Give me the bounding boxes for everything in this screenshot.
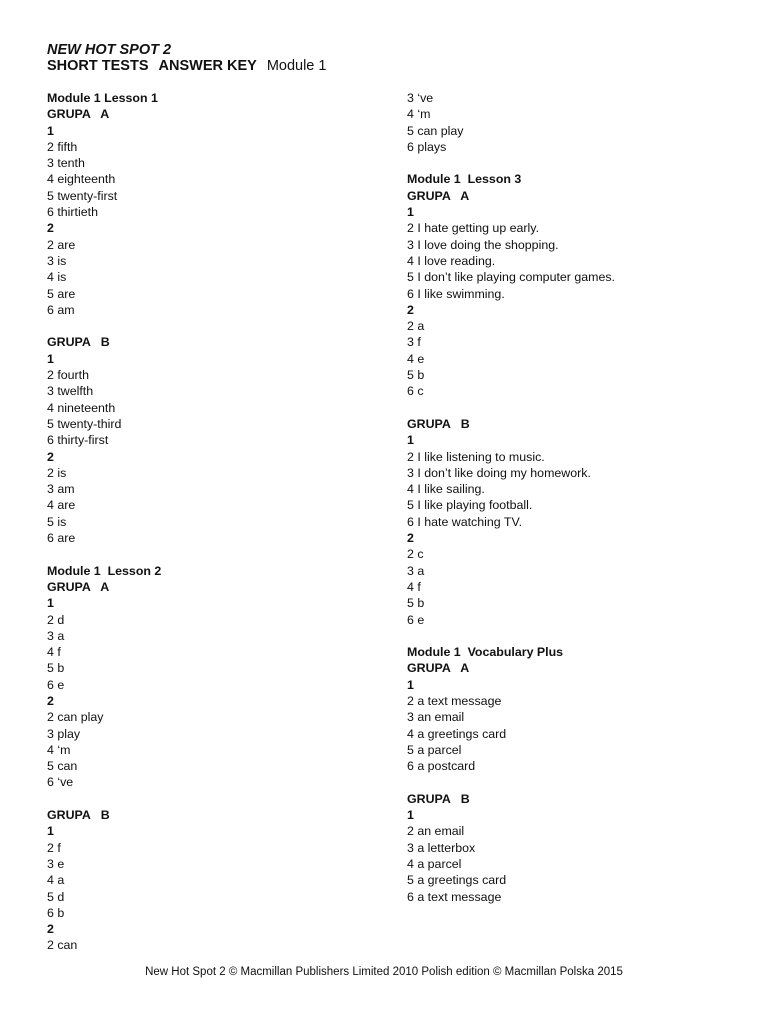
answer-line: 2 a bbox=[407, 319, 425, 334]
right-column bbox=[407, 90, 747, 905]
section-heading: 2 bbox=[407, 302, 414, 317]
answer-line: 4 f bbox=[407, 579, 421, 594]
section-heading: Module 1 Lesson 1 bbox=[47, 91, 158, 105]
answer-line: 5 I like playing football. bbox=[407, 498, 533, 513]
answer-line: 5 I don’t like playing computer games. bbox=[407, 270, 615, 285]
answer-line: 3 I love doing the shopping. bbox=[407, 237, 559, 252]
section-heading: 1 bbox=[407, 205, 414, 220]
section-heading: 1 bbox=[47, 824, 54, 839]
answer-line: 6 I hate watching TV. bbox=[407, 514, 523, 529]
answer-line: 3 I don’t like doing my homework. bbox=[407, 465, 591, 480]
answer-line: 5 can bbox=[47, 759, 78, 774]
answer-line: 5 d bbox=[47, 889, 65, 904]
answer-line: 2 f bbox=[47, 840, 61, 855]
section-heading: 1 bbox=[47, 351, 54, 366]
answer-line: 3 an email bbox=[407, 710, 465, 725]
answer-line: 4 nineteenth bbox=[47, 400, 116, 415]
answer-line: 2 can bbox=[47, 938, 78, 953]
spacer bbox=[407, 774, 747, 790]
document-header bbox=[47, 42, 326, 75]
section-heading: GRUPA B bbox=[407, 416, 470, 431]
answer-line: 6 e bbox=[47, 677, 65, 692]
short-tests-label: SHORT TESTS bbox=[47, 58, 149, 74]
answer-key-label: ANSWER KEY bbox=[158, 58, 257, 74]
answer-line: 5 can play bbox=[407, 123, 464, 138]
answer-line: 3 a letterbox bbox=[407, 840, 476, 855]
section-heading: 1 bbox=[47, 123, 54, 138]
answer-line: 6 c bbox=[407, 384, 424, 399]
answer-line: 2 are bbox=[47, 237, 76, 252]
answer-line: 6 a text message bbox=[407, 889, 502, 904]
section-heading: 1 bbox=[47, 596, 54, 611]
answer-line: 4 is bbox=[47, 270, 67, 285]
answer-line: 6 am bbox=[47, 302, 75, 317]
answer-line: 6 b bbox=[47, 905, 65, 920]
answer-line: 3 e bbox=[47, 856, 65, 871]
answer-line: 5 twenty-third bbox=[47, 416, 122, 431]
section-heading: 2 bbox=[407, 531, 414, 546]
spacer bbox=[407, 628, 747, 644]
spacer bbox=[47, 791, 377, 807]
answer-line: 5 is bbox=[47, 514, 67, 529]
section-heading: GRUPA A bbox=[47, 579, 110, 594]
answer-line: 5 b bbox=[407, 368, 425, 383]
answer-line: 4 I love reading. bbox=[407, 253, 496, 268]
section-heading: GRUPA B bbox=[47, 808, 110, 823]
answer-line: 5 a parcel bbox=[407, 742, 462, 757]
section-heading: 1 bbox=[407, 433, 414, 448]
answer-line: 6 are bbox=[47, 531, 76, 546]
answer-line: 2 d bbox=[47, 612, 65, 627]
answer-line: 6 a postcard bbox=[407, 759, 476, 774]
document-title: NEW HOT SPOT 2 bbox=[47, 42, 172, 58]
answer-line: 4 ‘m bbox=[407, 107, 431, 122]
answer-line: 2 I like listening to music. bbox=[407, 449, 545, 464]
answer-line: 2 is bbox=[47, 465, 67, 480]
answer-line: 5 twenty-first bbox=[47, 188, 118, 203]
section-heading: 2 bbox=[47, 922, 54, 937]
answer-line: 5 a greetings card bbox=[407, 873, 507, 888]
answer-line: 6 ‘ve bbox=[47, 775, 74, 790]
answer-line: 3 ‘ve bbox=[407, 91, 434, 105]
answer-line: 4 e bbox=[407, 351, 425, 366]
answer-line: 2 a text message bbox=[407, 693, 502, 708]
answer-line: 2 can play bbox=[47, 710, 104, 725]
section-heading: Module 1 Lesson 2 bbox=[47, 563, 162, 578]
answer-line: 3 tenth bbox=[47, 156, 85, 171]
section-heading: 2 bbox=[47, 449, 54, 464]
section-heading: 2 bbox=[47, 693, 54, 708]
section-heading: GRUPA A bbox=[47, 107, 110, 122]
answer-line: 3 am bbox=[47, 482, 75, 497]
answer-line: 3 is bbox=[47, 253, 67, 268]
section-heading: 1 bbox=[407, 808, 414, 823]
section-heading: GRUPA B bbox=[407, 791, 470, 806]
answer-line: 4 eighteenth bbox=[47, 172, 116, 187]
section-heading: GRUPA B bbox=[47, 335, 110, 350]
section-heading: Module 1 Vocabulary Plus bbox=[407, 645, 564, 660]
answer-line: 4 a bbox=[47, 873, 65, 888]
answer-line: 5 b bbox=[407, 596, 425, 611]
answer-line: 2 c bbox=[407, 547, 424, 562]
answer-line: 4 a greetings card bbox=[407, 726, 507, 741]
answer-line: 3 play bbox=[47, 726, 81, 741]
spacer bbox=[47, 546, 377, 562]
answer-line: 6 e bbox=[407, 612, 425, 627]
answer-line: 5 b bbox=[47, 661, 65, 676]
answer-line: 6 thirty-first bbox=[47, 433, 109, 448]
section-heading: GRUPA A bbox=[407, 188, 470, 203]
answer-line: 6 thirtieth bbox=[47, 205, 98, 220]
answer-line: 6 I like swimming. bbox=[407, 286, 505, 301]
spacer bbox=[407, 400, 747, 416]
section-heading: GRUPA A bbox=[407, 661, 470, 676]
section-heading: 1 bbox=[407, 677, 414, 692]
spacer bbox=[407, 155, 747, 171]
answer-line: 2 fifth bbox=[47, 139, 78, 154]
answer-line: 4 I like sailing. bbox=[407, 482, 485, 497]
answer-line: 4 a parcel bbox=[407, 856, 462, 871]
answer-line: 3 f bbox=[407, 335, 421, 350]
section-heading: 2 bbox=[47, 221, 54, 236]
copyright-footer: New Hot Spot 2 © Macmillan Publishers Limited 2010 Polish edition © Macmillan Polska 2015 bbox=[145, 966, 623, 978]
answer-line: 5 are bbox=[47, 286, 76, 301]
answer-line: 4 f bbox=[47, 645, 61, 660]
answer-line: 6 plays bbox=[407, 139, 447, 154]
answer-line: 4 ‘m bbox=[47, 742, 71, 757]
answer-line: 2 fourth bbox=[47, 368, 90, 383]
answer-line: 4 are bbox=[47, 498, 76, 513]
module-label: Module 1 bbox=[266, 58, 327, 74]
answer-line: 3 a bbox=[407, 563, 425, 578]
answer-line: 3 a bbox=[47, 628, 65, 643]
answer-line: 2 an email bbox=[407, 824, 465, 839]
left-column bbox=[47, 90, 377, 954]
answer-line: 3 twelfth bbox=[47, 384, 94, 399]
spacer bbox=[47, 318, 377, 334]
document-subtitle bbox=[47, 58, 326, 75]
section-heading: Module 1 Lesson 3 bbox=[407, 172, 522, 187]
answer-line: 2 I hate getting up early. bbox=[407, 221, 540, 236]
